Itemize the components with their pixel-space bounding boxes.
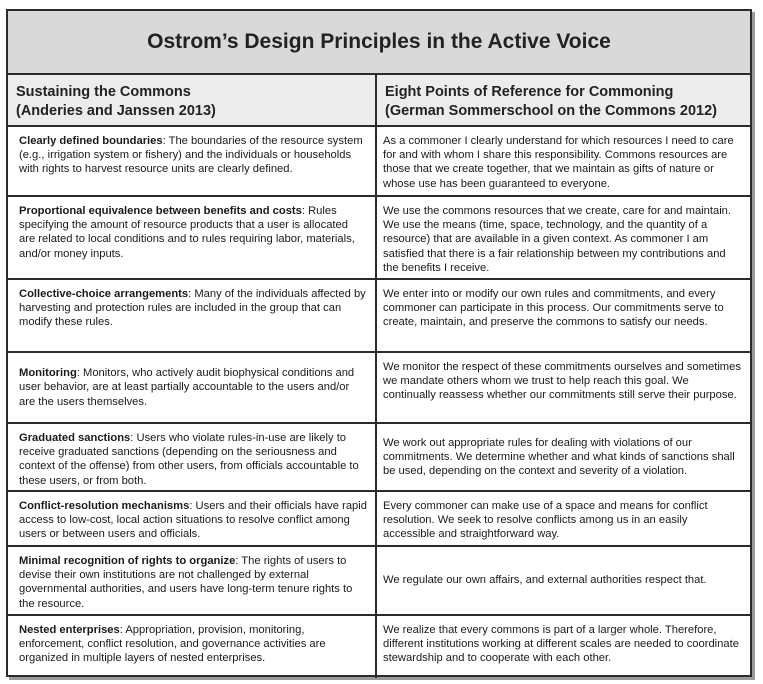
commoning-text: We use the commons resources that we create, care for and maintain. We use the means (time, space, technology, and the quantity of a resource) that are available in a given context. As commoner I am satisfied that there is a fair relationship between my contributions and the benefits I receive. xyxy=(383,205,732,274)
table-title: Ostrom’s Design Principles in the Active Voice xyxy=(8,11,750,75)
principle-cell xyxy=(8,353,377,424)
principle-term: Minimal recognition of rights to organize xyxy=(19,555,236,567)
principle-definition: : The rights of users to devise their own institutions are not challenged by external governmental authorities, and users have long-term tenure rights to the resource. xyxy=(19,555,353,610)
header-right-line1: Eight Points of Reference for Commoning xyxy=(385,84,674,100)
commoning-text: We enter into or modify our own rules and commitments, and every commoner can participate in this process. Our commitments serve to create, maintain, and preserve the commons to satisfy our needs. xyxy=(383,288,724,329)
principle-term: Nested enterprises xyxy=(19,624,120,636)
commoning-cell xyxy=(377,197,750,280)
commoning-cell xyxy=(377,280,750,353)
principle-term: Conflict-resolution mechanisms xyxy=(19,500,190,512)
principle-term: Graduated sanctions xyxy=(19,432,131,444)
principle-cell xyxy=(8,197,377,280)
principle-definition: : Monitors, who actively audit biophysical conditions and user behavior, are at least partially accountable to the users and/or are the users themselves. xyxy=(19,367,355,408)
principle-cell xyxy=(8,280,377,353)
commoning-text: We regulate our own affairs, and external authorities respect that. xyxy=(383,574,707,587)
commoning-text: We monitor the respect of these commitments ourselves and sometimes we mandate others whom we trust to help reach this goal. We continually reassess whether our commitments still serve their purpose. xyxy=(383,361,741,402)
commoning-cell xyxy=(377,424,750,492)
principle-cell xyxy=(8,547,377,616)
principle-definition: : Appropriation, provision, monitoring, enforcement, conflict resolution, and governance activities are organized in multiple layers of nested enterprises. xyxy=(19,624,326,665)
principle-term: Clearly defined boundaries xyxy=(19,135,163,147)
principle-cell xyxy=(8,127,377,197)
table-grid xyxy=(8,75,750,678)
principle-cell xyxy=(8,424,377,492)
principle-definition: : Users who violate rules-in-use are likely to receive graduated sanctions (depending on the seriousness and context of the offense) from other users, from officials accountable to these users, or from both. xyxy=(19,432,359,487)
principle-definition: : The boundaries of the resource system (e.g., irrigation system or fishery) and the individuals or households with rights to harvest resource units are clearly defined. xyxy=(19,135,363,176)
principle-definition: : Many of the individuals affected by harvesting and protection rules are included in the group that can modify these rules. xyxy=(19,288,366,329)
commoning-cell xyxy=(377,353,750,424)
commoning-text: Every commoner can make use of a space and means for conflict resolution. We seek to resolve conflicts among us in an easily accessible and straightforward way. xyxy=(383,500,708,541)
principle-term: Proportional equivalence between benefits and costs xyxy=(19,205,302,217)
commoning-cell xyxy=(377,616,750,678)
commoning-cell xyxy=(377,492,750,547)
principle-term: Monitoring xyxy=(19,367,77,380)
commoning-text: We work out appropriate rules for dealing with violations of our commitments. We determine whether and what kinds of sanctions shall be used, depending on the context and severity of a violation. xyxy=(383,436,735,478)
header-left-line1: Sustaining the Commons xyxy=(16,84,191,100)
principle-cell xyxy=(8,616,377,678)
header-right-line2: (German Sommerschool on the Commons 2012) xyxy=(385,103,717,119)
principles-table xyxy=(6,9,752,677)
header-left-line2: (Anderies and Janssen 2013) xyxy=(16,103,216,119)
header-eight-points xyxy=(377,75,750,127)
commoning-cell xyxy=(377,127,750,197)
principle-term: Collective-choice arrangements xyxy=(19,288,189,300)
header-sustaining-commons xyxy=(8,75,377,127)
principle-definition: : Rules specifying the amount of resource products that a user is allocated are related to local conditions and to rules requiring labor, materials, and/or money inputs. xyxy=(19,205,355,260)
principle-definition: : Users and their officials have rapid access to low-cost, local action situations to resolve conflict among users or between users and officials. xyxy=(19,500,367,541)
commoning-text: We realize that every commons is part of a larger whole. Therefore, different institutions working at different scales are needed to coordinate stewardship and to cooperate with each other. xyxy=(383,624,739,665)
commoning-cell xyxy=(377,547,750,616)
principle-cell xyxy=(8,492,377,547)
commoning-text: As a commoner I clearly understand for which resources I need to care for and with whom I share this responsibility. Commons resources are those that we create together, that we maintain as gifts of nature or whose use has been guaranteed to everyone. xyxy=(383,135,734,190)
